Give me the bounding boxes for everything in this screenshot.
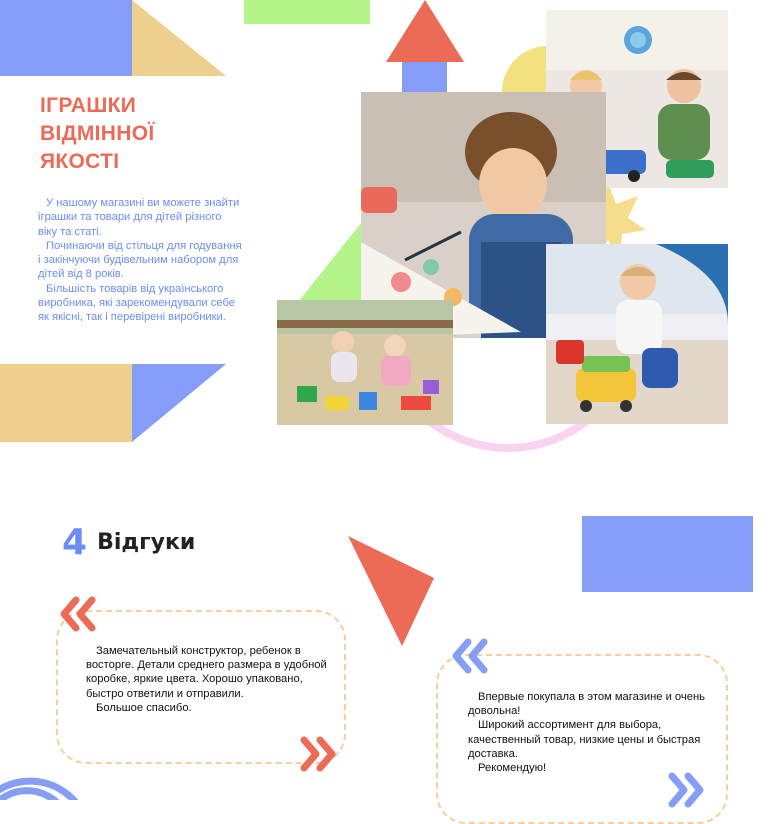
- deco-blue-rings: [0, 748, 90, 800]
- hero-paragraph-1: У нашому магазині ви можете знайти іграшки та товари для дітей різного віку та статі.: [38, 197, 240, 238]
- review-2-paragraph-3: Рекомендую!: [478, 762, 547, 775]
- double-chevron-right-icon: [298, 736, 338, 772]
- hero-paragraph-2: Починаючи від стільця для годування і закінчуючи будівельним набором для дітей від 8 років.: [38, 239, 242, 281]
- reviews-heading: [62, 522, 195, 562]
- section-title: Відгуки: [97, 529, 196, 555]
- review-1-paragraph-2: Большое спасибо.: [96, 701, 192, 714]
- deco-red-triangle-top: [386, 0, 464, 62]
- hero-description: [38, 196, 243, 325]
- deco-blue-square-top-left: [0, 0, 132, 76]
- hero-title-line-1: ІГРАШКИ: [40, 94, 137, 117]
- deco-blue-rect-right: [582, 516, 753, 592]
- section-number: 4: [62, 521, 88, 563]
- photo-toddler-shape-sorter: [546, 244, 728, 424]
- review-2-paragraph-2: Широкий ассортимент для выбора, качественный товар, низкие цены и быстрая доставка.: [468, 719, 701, 760]
- deco-green-triangle-left: [298, 222, 362, 302]
- deco-yellow-triangle-top: [132, 0, 226, 76]
- deco-red-triangle-mid: [348, 536, 434, 646]
- review-1-text: [86, 644, 334, 715]
- deco-yellow-square-left: [0, 364, 132, 442]
- hero-title: [40, 92, 240, 176]
- review-1-paragraph-1: Замечательный конструктор, ребенок в восторге. Детали среднего размера в удобной коробке, яркие цвета. Хорошо упаковано, быстро ответили и отправили.: [86, 645, 327, 700]
- photo-kids-sandbox: [277, 300, 453, 425]
- deco-yellow-half-circle: [502, 46, 552, 92]
- deco-blue-square-mid: [402, 62, 447, 92]
- double-chevron-left-icon: [450, 638, 490, 674]
- deco-blue-triangle-left: [132, 364, 226, 442]
- hero-title-line-2: ВІДМІННОЇ: [40, 122, 155, 145]
- double-chevron-left-icon: [58, 596, 98, 632]
- hero-title-line-3: ЯКОСТІ: [40, 150, 120, 173]
- hero-paragraph-3: Більшість товарів від українського виробника, які зарекомендували себе як якісні, так і перевірені виробники.: [38, 282, 235, 324]
- deco-green-bar-top: [244, 0, 370, 24]
- review-2-paragraph-1: Впервые покупала в этом магазине и очень довольна!: [468, 691, 705, 718]
- double-chevron-right-icon: [666, 772, 706, 808]
- review-2-text: [468, 690, 714, 775]
